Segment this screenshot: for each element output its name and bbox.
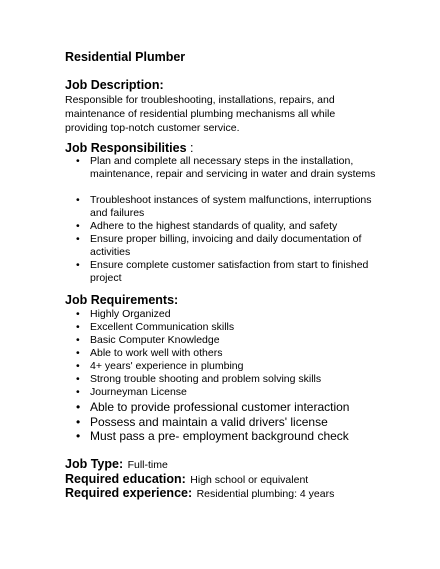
responsibility-item: • Ensure proper billing, invoicing and daily documentation of activities	[76, 233, 376, 259]
document-title: Residential Plumber	[65, 50, 186, 64]
requirement-item: • Able to provide professional customer interaction	[76, 400, 349, 415]
responsibility-item: • Ensure complete customer satisfaction from start to finished project	[76, 259, 376, 285]
requirements-list-large	[76, 400, 349, 444]
job-type-label: Job Type:	[65, 457, 124, 471]
requirement-item: • Excellent Communication skills	[76, 321, 321, 334]
responsibility-item: • Adhere to the highest standards of quality, and safety	[76, 220, 376, 233]
requirement-item: • Must pass a pre- employment background check	[76, 429, 349, 444]
responsibility-item: • Troubleshoot instances of system malfunctions, interruptions and failures	[76, 194, 376, 220]
responsibilities-heading-text: Job Responsibilities	[65, 141, 187, 155]
responsibilities-heading	[65, 141, 194, 155]
requirement-item: • Strong trouble shooting and problem solving skills	[76, 373, 321, 386]
requirement-item: • 4+ years' experience in plumbing	[76, 360, 321, 373]
description-text: Responsible for troubleshooting, installations, repairs, and maintenance of residential plumbing mechanisms all while providing top-notch customer service.	[65, 94, 336, 134]
experience-value: Residential plumbing: 4 years	[196, 488, 335, 500]
responsibility-item: • Plan and complete all necessary steps in the installation, maintenance, repair and servicing in water and drain systems	[76, 155, 376, 181]
requirements-list	[76, 308, 321, 399]
requirement-item: • Able to work well with others	[76, 347, 321, 360]
description-heading: Job Description:	[65, 78, 164, 92]
requirements-heading: Job Requirements:	[65, 293, 179, 307]
experience-label: Required experience:	[65, 486, 193, 500]
requirement-item: • Journeyman License	[76, 386, 321, 399]
experience-row	[65, 484, 334, 502]
education-label: Required education:	[65, 472, 186, 486]
education-value: High school or equivalent	[190, 474, 309, 486]
requirement-item: • Possess and maintain a valid drivers' license	[76, 415, 349, 430]
requirement-item: • Basic Computer Knowledge	[76, 334, 321, 347]
requirement-item: • Highly Organized	[76, 308, 321, 321]
responsibilities-list	[76, 155, 376, 285]
responsibilities-heading-colon: :	[186, 141, 194, 155]
job-type-value: Full-time	[127, 459, 168, 471]
